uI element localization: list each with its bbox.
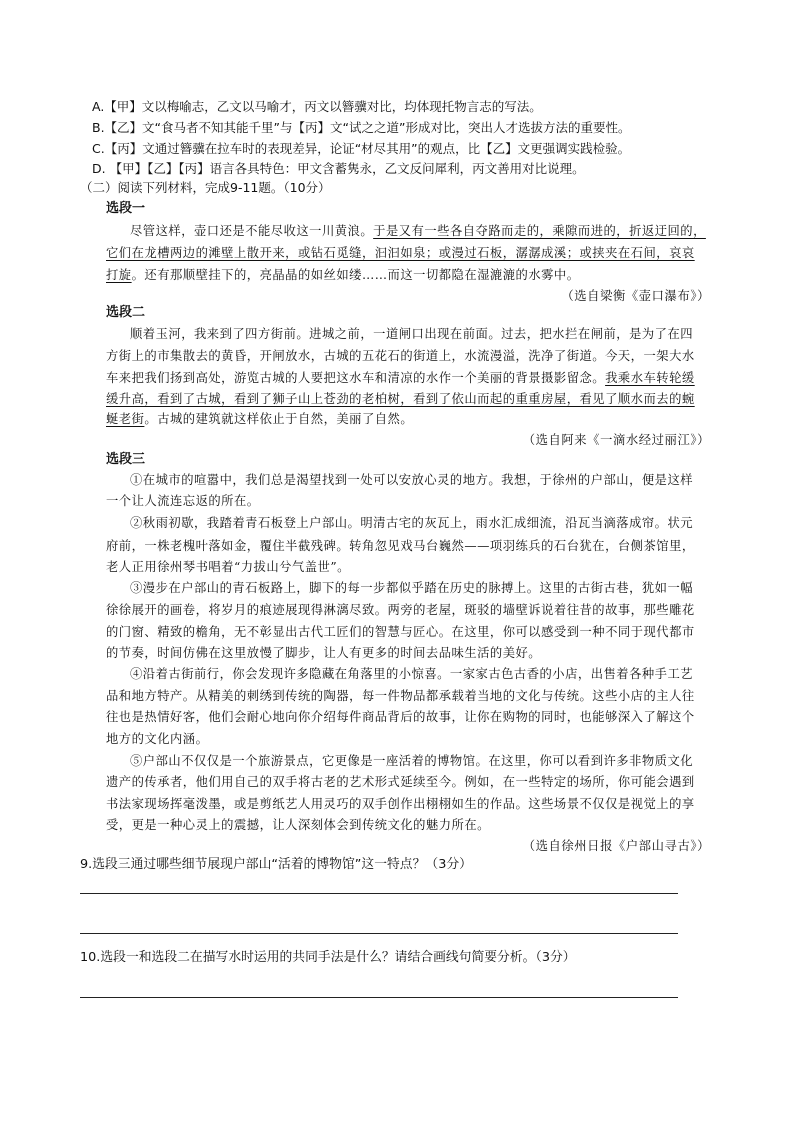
option-b: B.【乙】文“食马者不知其能千里”与【丙】文“试之之道”形成对比，突出人才选拔方法的重要性。 (92, 120, 631, 135)
passage1-underlined-end: 打旋 (106, 268, 132, 282)
passage2-text-plain: 车来把我们扬到高处，游览古城的人要把这水车和清凉的水作一个美丽的背景摄影留念。 (106, 371, 606, 385)
option-c: C.【丙】文通过簪骥在拉车时的表现差异，论证“材尽其用”的观点，比【乙】文更强调实践检验。 (92, 141, 631, 156)
passage2-line-4: 缓升高，看到了古城，看到了狮子山上苍劲的老柏树，看到了依山而起的重重房屋，看见了顺水而去的蜿 (106, 392, 695, 406)
passage1-source: （选自梁衡《壶口瀑布》） (561, 289, 710, 303)
passage2-line-2: 方街上的市集散去的黄昏，开闸放水，古城的五花石的街道上，水流漫溢，洗净了街道。今天，一架大水 (106, 349, 695, 363)
passage3-line: ⑤户部山不仅仅是一个旅游景点，它更像是一座活着的博物馆。在这里，你可以看到许多非物质文化 (130, 754, 694, 768)
passage3-line: 受，更是一种心灵上的震撼，让人深刻体会到传统文化的魅力所在。 (106, 818, 490, 832)
passage1-text-plain: 尽管这样，壶口还是不能尽收这一川黄浪。 (130, 224, 374, 238)
question-10: 10.选段一和选段二在描写水时运用的共同手法是什么？请结合画线句简要分析。（3分） (80, 950, 576, 965)
passage2-text-rest: 。古城的建筑就这样依止于自然，美丽了自然。 (144, 412, 414, 426)
passage3-heading: 选段三 (106, 452, 146, 467)
section-heading: （二）阅读下列材料，完成9-11题。（10分） (80, 180, 331, 195)
passage3-source: （选自徐州日报《户部山寻古》） (522, 839, 710, 853)
passage2-line-1: 顺着玉河，我来到了四方街前。进城之前，一道闸口出现在前面。过去，把水拦在闸前，是为了在四 (130, 327, 694, 341)
passage3-line: ④沿着古街前行，你会发现许多隐藏在角落里的小惊喜。一家家古色古香的小店，出售着各种手工艺 (130, 667, 694, 681)
passage2-line-3 (106, 370, 695, 386)
passage1-line-3 (106, 267, 580, 283)
option-a: A.【甲】文以梅喻志，乙文以马喻才，丙文以簪骥对比，均体现托物言志的写法。 (92, 99, 542, 114)
passage3-line: 府前，一株老槐叶落如金，覆住半截残碑。转角忽见戏马台巍然——项羽练兵的石台犹在，台侧茶馆里， (106, 539, 695, 553)
passage3-line: ②秋雨初歇，我踏着青石板登上户部山。明清古宅的灰瓦上，雨水汇成细流，沿瓦当滴落成帘。状元 (130, 516, 694, 530)
passage1-heading: 选段一 (106, 201, 146, 216)
passage2-underlined-sentence: 我乘水车转轮缓 (605, 371, 695, 385)
passage2-underlined-end: 蜒老街 (106, 412, 145, 426)
answer-line-q9-2[interactable] (80, 933, 678, 934)
passage3-line: 地方的文化内涵。 (106, 732, 209, 746)
passage2-heading: 选段二 (106, 305, 146, 320)
passage3-line: 书法家现场挥毫泼墨，或是剪纸艺人用灵巧的双手创作出栩栩如生的作品。这些场景不仅仅是视觉上的享 (106, 797, 695, 811)
passage3-line: 往也是热情好客，他们会耐心地向你介绍每件商品背后的故事，让你在购物的同时，也能够深入了解这个 (106, 710, 695, 724)
question-9: 9.选段三通过哪些细节展现户部山“活着的博物馆”这一特点？（3分） (80, 857, 472, 872)
passage3-line: 的节奏，时间仿佛在这里放慢了脚步，让人有更多的时间去品味生活的美好。 (106, 646, 542, 660)
passage1-line-1 (106, 223, 706, 239)
passage2-line-5 (106, 411, 413, 427)
passage3-line: ③漫步在户部山的青石板路上，脚下的每一步都似乎踏在历史的脉搏上。这里的古街古巷，犹如一幅 (130, 581, 694, 595)
option-d: D. 【甲】【乙】【丙】语言各具特色：甲文含蓄隽永，乙文反问犀利，丙文善用对比说理。 (92, 161, 585, 176)
passage3-line: ①在城市的喧嚣中，我们总是渴望找到一处可以安放心灵的地方。我想，于徐州的户部山，便是这样 (130, 473, 694, 487)
passage1-text-rest: 。还有那顺壁挂下的，亮晶晶的如丝如缕……而这一切都隐在湿漉漉的水雾中。 (131, 268, 580, 282)
passage3-line: 老人正用徐州琴书唱着“力拔山兮气盖世”。 (106, 560, 350, 574)
passage1-line-2: 它们在龙槽两边的滩壁上散开来，或钻石觅缝，汩汩如泉；或漫过石板，潺潺成溪；或挟夹在石间，哀哀 (106, 246, 695, 260)
passage3-line: 的门窗、精致的檐角，无不彰显出古代工匠们的智慧与匠心。在这里，你可以感受到一种不同于现代都市 (106, 625, 695, 639)
passage3-line: 一个让人流连忘返的所在。 (106, 494, 260, 508)
passage1-underlined-sentence: 于是又有一些各自夺路而走的，乘隙而进的，折返迂回的， (373, 224, 706, 238)
passage3-line: 遗产的传承者，他们用自己的双手将古老的艺术形式延续至今。例如，在一些特定的场所，你可能会遇到 (106, 775, 695, 789)
passage3-line: 品和地方特产。从精美的刺绣到传统的陶器，每一件物品都承载着当地的文化与传统。这些小店的主人往 (106, 689, 695, 703)
passage2-source: （选自阿来《一滴水经过丽江》） (522, 433, 710, 447)
answer-line-q9-1[interactable] (80, 893, 678, 894)
passage3-line: 徐徐展开的画卷，将岁月的痕迹展现得淋漓尽致。两旁的老屋，斑驳的墙壁诉说着往昔的故事，那些雕花 (106, 603, 695, 617)
answer-line-q10-1[interactable] (80, 997, 678, 998)
